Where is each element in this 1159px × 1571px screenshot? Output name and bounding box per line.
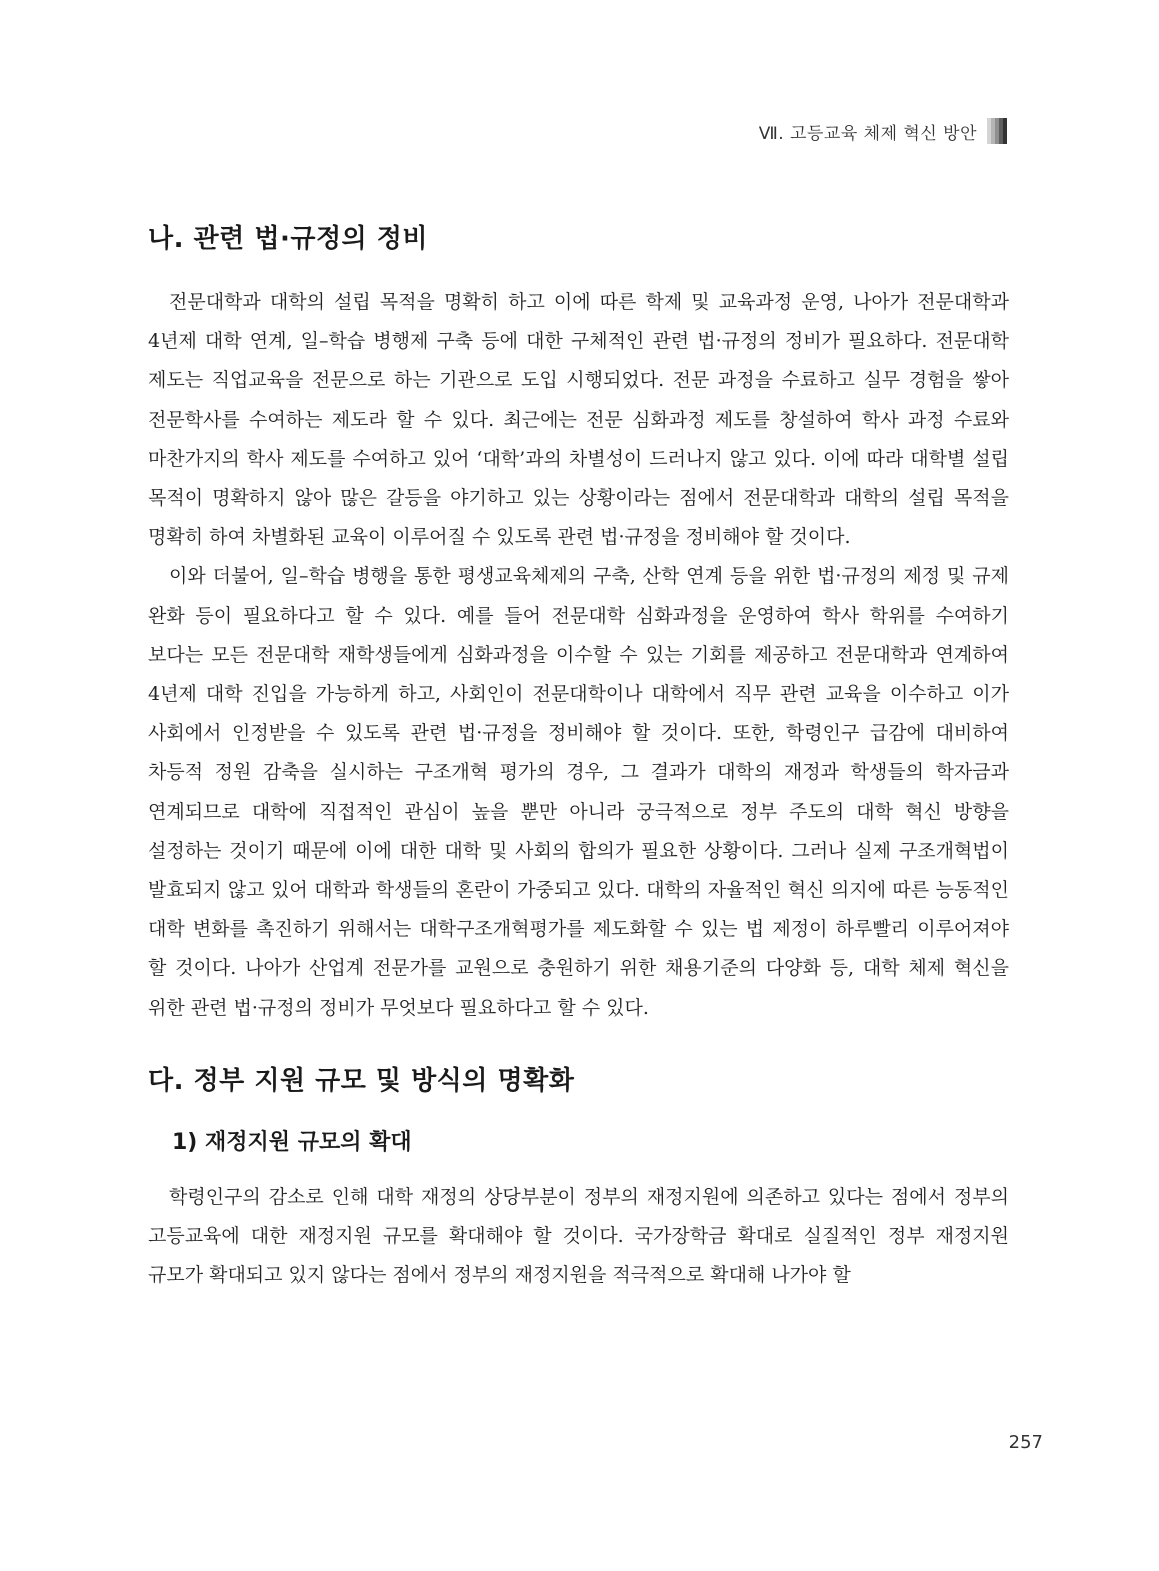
- paragraph: 학령인구의 감소로 인해 대학 재정의 상당부분이 정부의 재정지원에 의존하고 있다는 점에서 정부의 고등교육에 대한 재정지원 규모를 확대해야 할 것이다. 국가장학금 확대로 실질적인 정부 재정지원 규모가 확대되고 있지 않다는 점에서 정부의 재정지원을 적극적으로 확대해 나가야 할: [148, 1185, 1009, 1287]
- section-heading: 나. 관련 법·규정의 정비: [148, 224, 428, 254]
- paragraph: 전문대학과 대학의 설립 목적을 명확히 하고 이에 따른 학제 및 교육과정 운영, 나아가 전문대학과 4년제 대학 연계, 일–학습 병행제 구축 등에 대한 구체적인 관련 법·규정의 정비가 필요하다. 전문대학 제도는 직업교육을 전문으로 하는 기관으로 도입 시행되었다. 전문 과정을 수료하고 실무 경험을 쌓아 전문학사를 수여하는 제도라 할 수 있다. 최근에는 전문 심화과정 제도를 창설하여 학사 과정 수료와 마찬가지의 학사 제도를 수여하고 있어 ‘대학’과의 차별성이 드러나지 않고 있다. 이에 따라 대학별 설립 목적이 명확하지 않아 많은 갈등을 야기하고 있는 상황이라는 점에서 전문대학과 대학의 설립 목적을 명확히 하여 차별화된 교육이 이루어질 수 있도록 관련 법·규정을 정비해야 할 것이다.: [148, 291, 1009, 549]
- section-body: [148, 1178, 1009, 1296]
- page-number: 257: [1008, 1432, 1043, 1453]
- page-body: [148, 218, 1009, 1295]
- header-gradient-bar: [987, 118, 1007, 144]
- chapter-title: Ⅶ. 고등교육 체제 혁신 방안: [758, 123, 977, 144]
- paragraph: 이와 더불어, 일–학습 병행을 통한 평생교육체제의 구축, 산학 연계 등을 위한 법·규정의 제정 및 규제 완화 등이 필요하다고 할 수 있다. 예를 들어 전문대학 심화과정을 운영하여 학사 학위를 수여하기 보다는 모든 전문대학 재학생들에게 심화과정을 이수할 수 있는 기회를 제공하고 전문대학과 연계하여 4년제 대학 진입을 가능하게 하고, 사회인이 전문대학이나 대학에서 직무 관련 교육을 이수하고 이가 사회에서 인정받을 수 있도록 관련 법·규정을 정비해야 할 것이다. 또한, 학령인구 급감에 대비하여 차등적 정원 감축을 실시하는 구조개혁 평가의 경우, 그 결과가 대학의 재정과 학생들의 학자금과 연계되므로 대학에 직접적인 관심이 높을 뿐만 아니라 궁극적으로 정부 주도의 대학 혁신 방향을 설정하는 것이기 때문에 이에 대한 대학 및 사회의 합의가 필요한 상황이다. 그러나 실제 구조개혁법이 발효되지 않고 있어 대학과 학생들의 혼란이 가중되고 있다. 대학의 자율적인 혁신 의지에 따른 능동적인 대학 변화를 촉진하기 위해서는 대학구조개혁평가를 제도화할 수 있는 법 제정이 하루빨리 이루어져야 할 것이다. 나아가 산업계 전문가를 교원으로 충원하기 위한 채용기준의 다양화 등, 대학 체제 혁신을 위한 관련 법·규정의 정비가 무엇보다 필요하다고 할 수 있다.: [148, 565, 1009, 1019]
- subsection-heading: 1) 재정지원 규모의 확대: [172, 1129, 412, 1155]
- running-header: [759, 118, 1007, 144]
- section-body: [148, 283, 1009, 1028]
- section-heading: 다. 정부 지원 규모 및 방식의 명확화: [148, 1065, 575, 1096]
- header-bar-segment: [1003, 118, 1007, 144]
